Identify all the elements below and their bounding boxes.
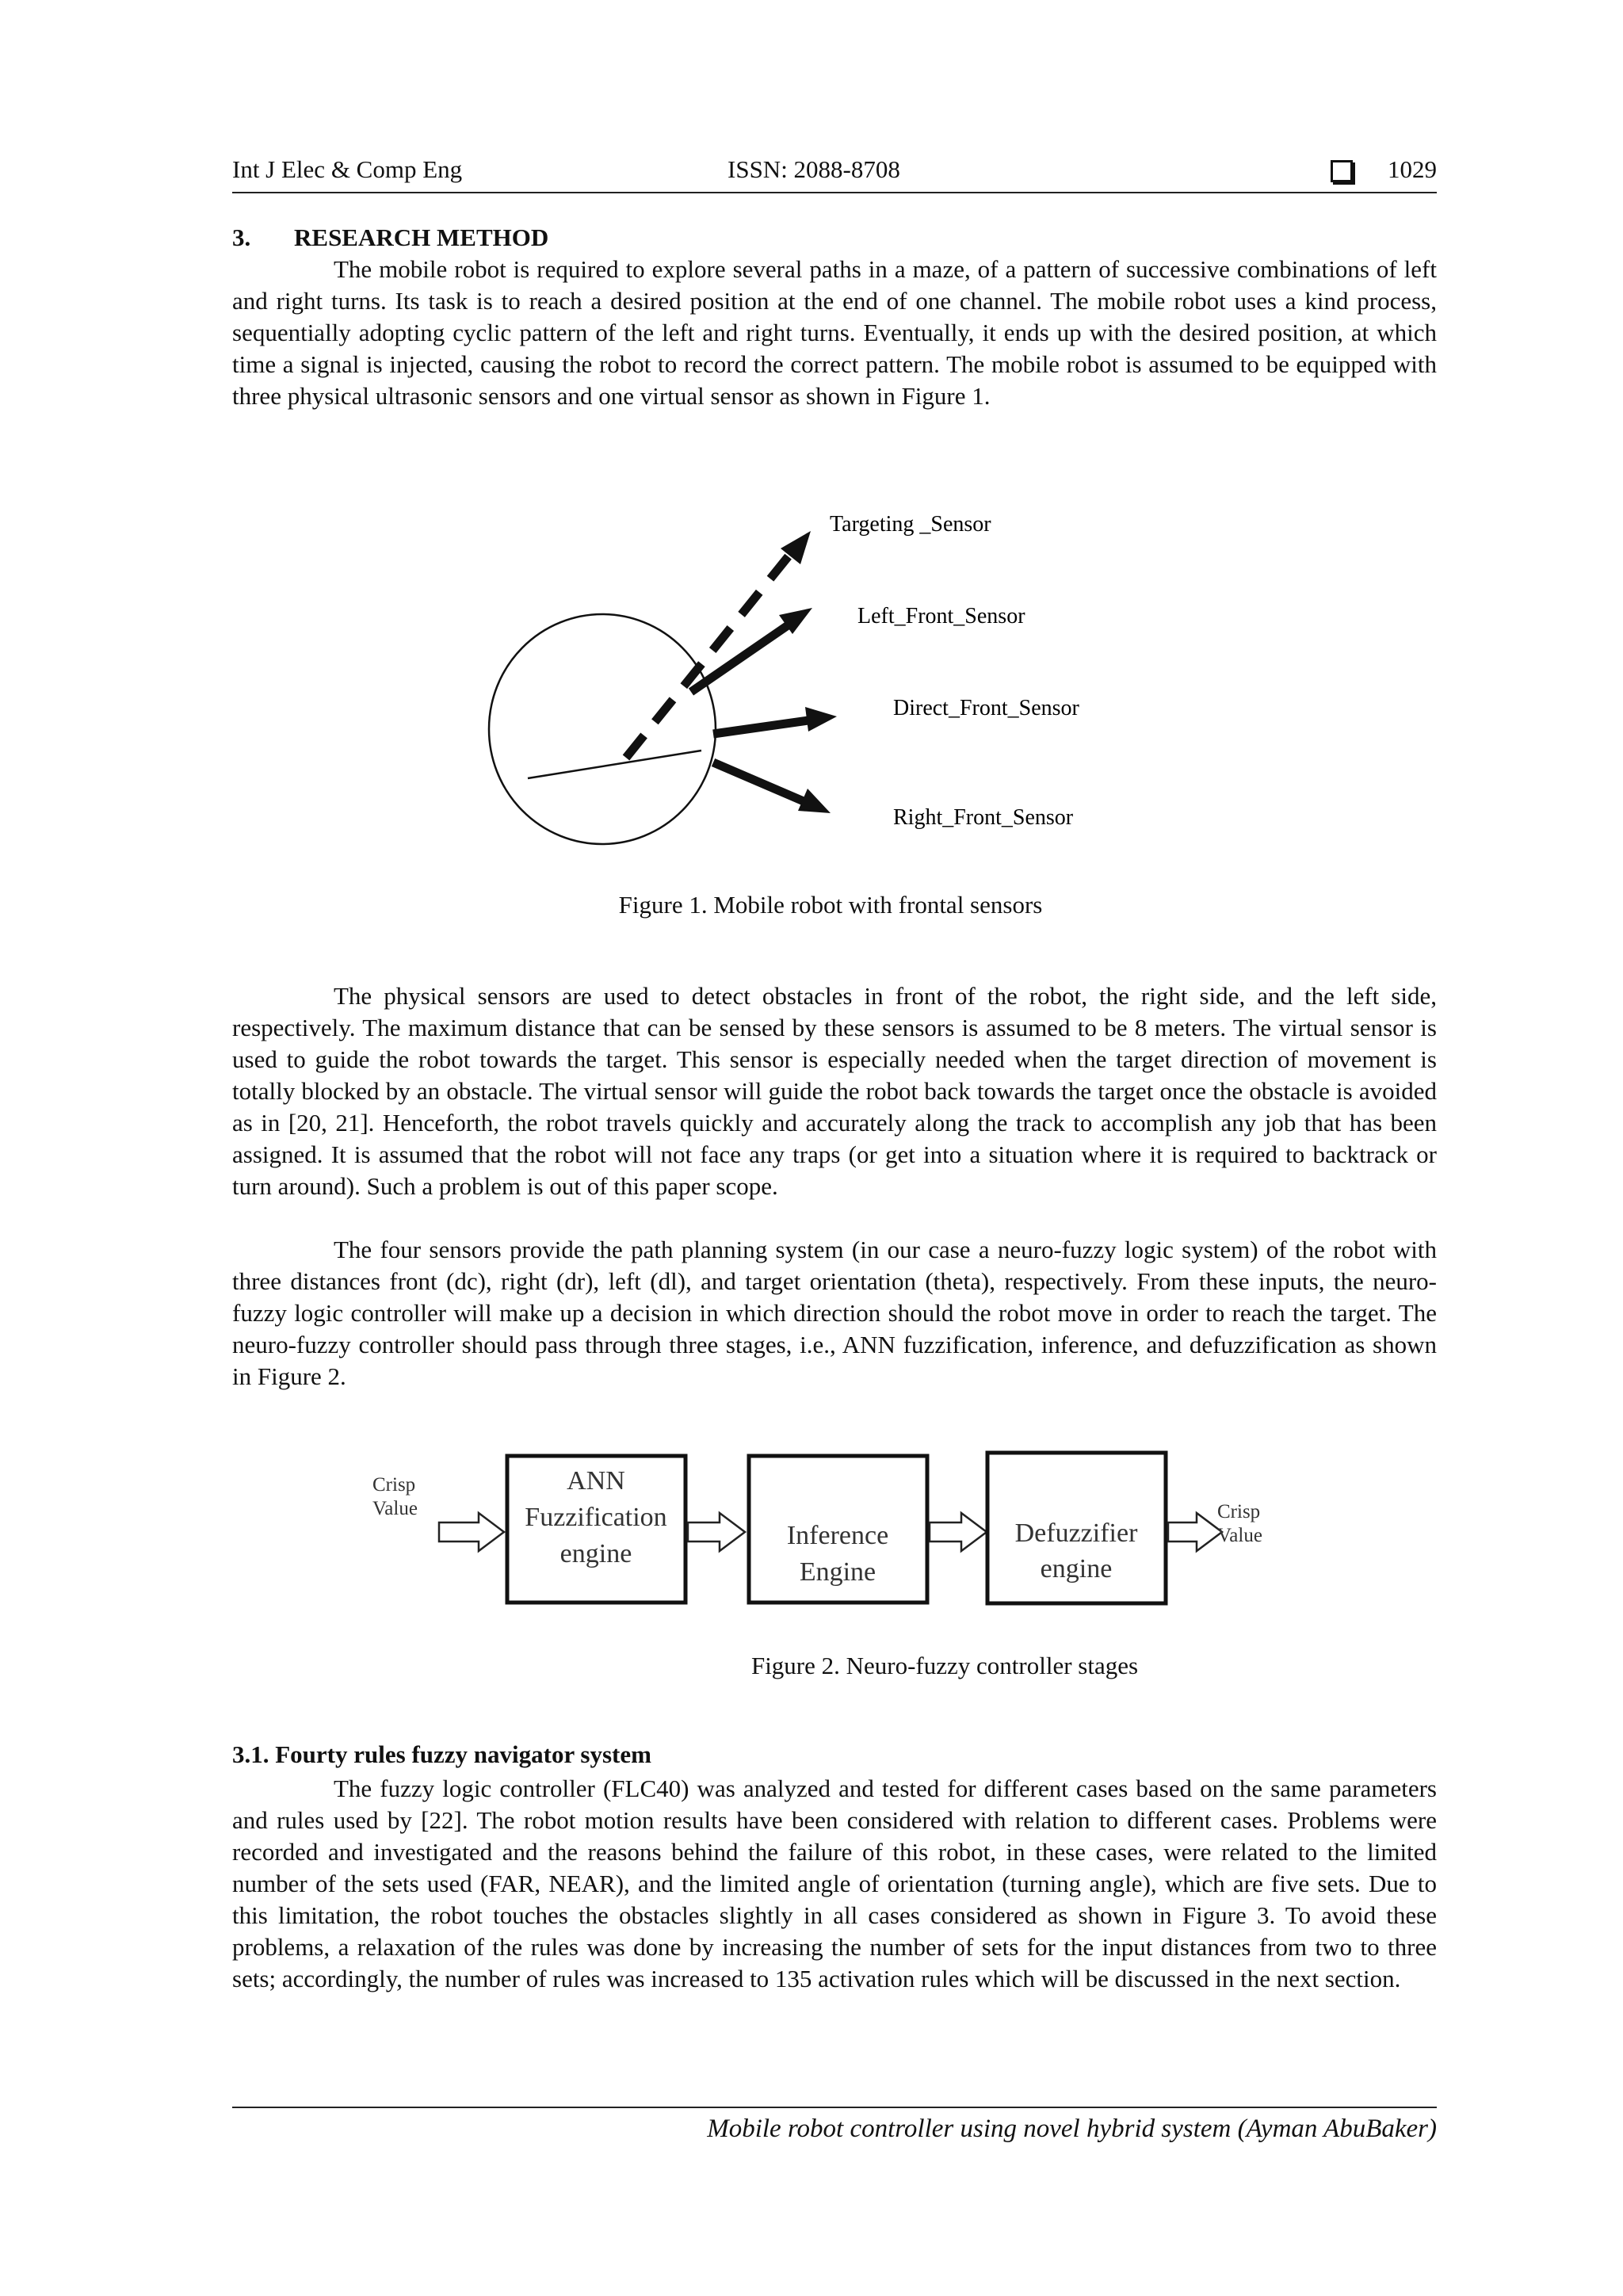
box3-line1: Defuzzifier xyxy=(1014,1519,1138,1548)
figure-1-robot-sensors xyxy=(475,507,1141,872)
input-arrow-icon xyxy=(439,1513,504,1551)
label-targeting-sensor: Targeting _Sensor xyxy=(830,512,991,537)
label-direct-front-sensor: Direct_Front_Sensor xyxy=(893,696,1079,720)
right-front-sensor-arrowhead xyxy=(798,789,831,813)
direct-front-sensor-ray xyxy=(713,720,808,734)
robot-body xyxy=(489,614,716,844)
arrow-1-2-icon xyxy=(688,1513,745,1551)
input-value-label: Value xyxy=(372,1498,418,1519)
output-crisp-label: Crisp xyxy=(1217,1501,1261,1522)
paragraph-4: The fuzzy logic controller (FLC40) was analyzed and tested for different cases based on the same parameters and rules used by [22]. The robot motion results have been considered with relation to different cases. Problems were recorded and investigated and the reasons behind the failure of this robot, in these cases, were related to the limited number of the sets used (FAR, NEAR), and the limited angle of orientation (turning angle), which are five sets. Due to this limitation, the robot touches the obstacles slightly in all cases considered as shown in Figure 3. To avoid these problems, a relaxation of the rules was done by increasing the number of sets for the input distances from two to three sets; accordingly, the number of rules was increased to 135 activation rules which will be discussed in the next section. xyxy=(232,1775,1437,1992)
box1-line3: engine xyxy=(559,1539,632,1568)
right-front-sensor-ray xyxy=(713,762,804,801)
direct-front-sensor-arrowhead xyxy=(805,707,837,732)
figure-2-controller-stages xyxy=(349,1438,1300,1629)
label-left-front-sensor: Left_Front_Sensor xyxy=(857,604,1025,628)
figure-2-caption: Figure 2. Neuro-fuzzy controller stages xyxy=(750,1652,1139,1679)
paragraph-3: The four sensors provide the path planning system (in our case a neuro-fuzzy logic system) of the robot with three distances front (dc), right (dr), left (dl), and target orientation (theta), respectively. From these inputs, the neuro-fuzzy logic controller will make up a decision in which direction should the robot move in order to reach the target. The neuro-fuzzy controller should pass through three stages, i.e., ANN fuzzification, inference, and defuzzification as shown in Figure 2. xyxy=(232,1236,1437,1390)
section-title: RESEARCH METHOD xyxy=(294,223,549,251)
output-arrow-icon xyxy=(1168,1513,1222,1551)
checkbox-square-icon xyxy=(1331,160,1353,182)
arrow-2-3-icon xyxy=(930,1513,987,1551)
journal-name: Int J Elec & Comp Eng xyxy=(232,155,463,183)
paragraph-2: The physical sensors are used to detect obstacles in front of the robot, the right side, and the left side, respectively. The maximum distance that can be sensed by these sensors is assumed to be 8 meters. The virtual sensor is used to guide the robot towards the target. This sensor is especially needed when the target direction of movement is totally blocked by an obstacle. The virtual sensor will guide the robot back towards the target once the obstacle is avoided as in [20, 21]. Henceforth, the robot travels quickly and accurately along the track to accomplish any job that has been assigned. It is assumed that the robot will not face any traps (or get into a situation where it is required to backtrack or turn around). Such a problem is out of this paper scope. xyxy=(232,982,1437,1200)
box2-line2: Engine xyxy=(799,1557,876,1587)
label-right-front-sensor: Right_Front_Sensor xyxy=(893,805,1074,830)
box1-line2: Fuzzification xyxy=(525,1503,667,1532)
left-front-sensor-ray xyxy=(691,622,792,692)
output-value-label: Value xyxy=(1217,1525,1262,1546)
page-footer: Mobile robot controller using novel hybrid system (Ayman AbuBaker) xyxy=(707,2115,1437,2143)
paragraph-1: The mobile robot is required to explore several paths in a maze, of a pattern of successive combinations of left and right turns. Its task is to reach a desired position at the end of one channel. The mobile robot uses a kind process, sequentially adopting cyclic pattern of the left and right turns. Eventually, it ends up with the desired position, at which time a signal is injected, causing the robot to record the correct pattern. The mobile robot is assumed to be equipped with three physical ultrasonic sensors and one virtual sensor as shown in Figure 1. xyxy=(232,255,1437,410)
page-number: 1029 xyxy=(1388,155,1437,183)
section-number: 3. xyxy=(232,223,251,251)
section-heading xyxy=(232,223,548,252)
footer-divider xyxy=(232,2107,1437,2108)
box1-line1: ANN xyxy=(567,1466,625,1496)
issn: ISSN: 2088-8708 xyxy=(727,155,900,183)
box3-line2: engine xyxy=(1040,1554,1113,1584)
figure-1-caption: Figure 1. Mobile robot with frontal sensors xyxy=(618,891,1043,919)
subsection-heading: 3.1. Fourty rules fuzzy navigator system xyxy=(232,1740,651,1768)
input-crisp-label: Crisp xyxy=(372,1474,416,1496)
page-header xyxy=(232,155,1437,193)
robot-heading-line xyxy=(528,751,701,778)
box2-line1: Inference xyxy=(786,1521,889,1550)
